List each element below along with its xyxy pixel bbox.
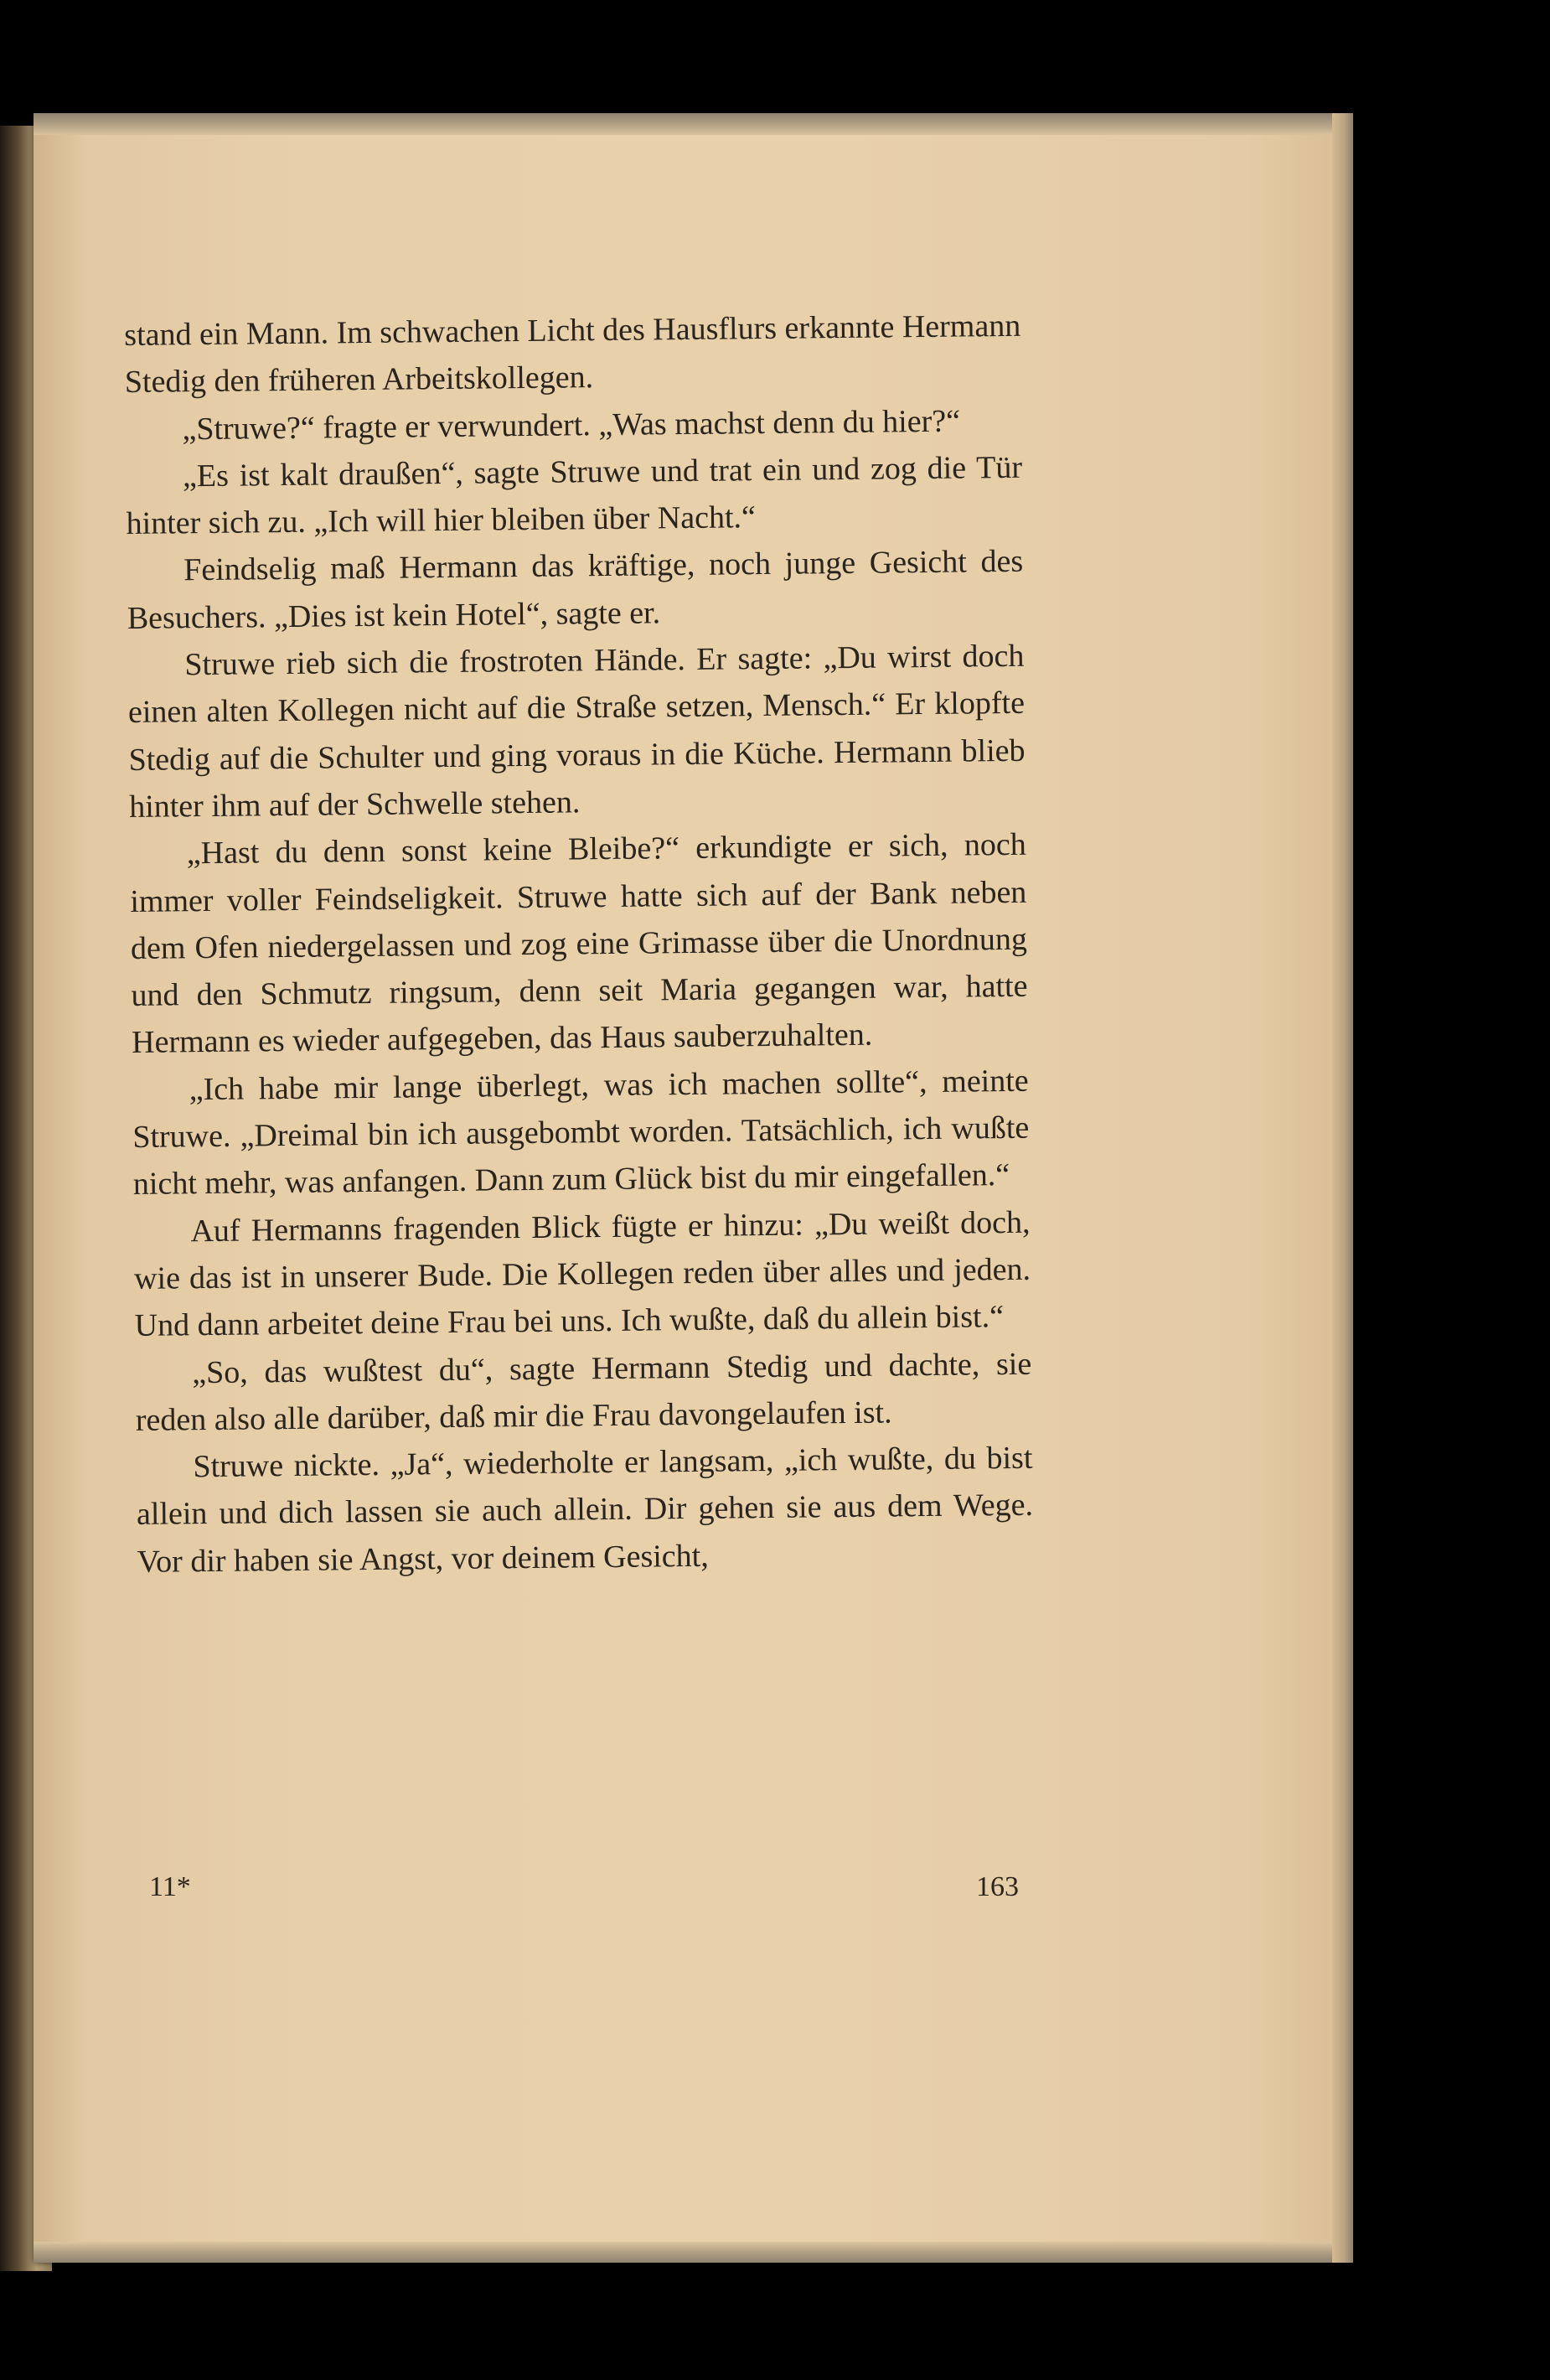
paragraph: „Struwe?“ fragte er verwundert. „Was machst denn du hier?“ <box>182 403 961 447</box>
paragraph: „Ich habe mir lange überlegt, was ich machen sollte“, meinte Struwe. „Dreimal bin ich ausgebombt worden. Tatsächlich, ich wußte nicht mehr, was anfangen. Dann zum Glück bist du mir eingefallen.“ <box>132 1063 1030 1203</box>
paragraph: Feindselig maß Hermann das kräftige, noch junge Gesicht des Besuchers. „Dies ist kein Hotel“, sagte er. <box>127 544 1024 636</box>
signature-mark: 11* <box>149 1871 191 1902</box>
body-text <box>124 303 1034 1586</box>
paragraph: „Es ist kalt draußen“, sagte Struwe und trat ein und zog die Tür hinter sich zu. „Ich will hier bleiben über Nacht.“ <box>126 449 1023 542</box>
paragraph: „So, das wußtest du“, sagte Hermann Stedig und dachte, sie reden also alle darüber, daß mir die Frau davongelaufen ist. <box>135 1346 1032 1438</box>
page-right-edge <box>1332 113 1353 2263</box>
paragraph: Auf Hermanns fragenden Blick fügte er hinzu: „Du weißt doch, wie das ist in unserer Bude. Die Kollegen reden über alles und jeden. Und dann arbeitet deine Frau bei uns. Ich wußte, daß du allein bist.“ <box>133 1204 1031 1344</box>
paragraph: stand ein Mann. Im schwachen Licht des Hausflurs erkannte Hermann Stedig den früheren Arbeitskollegen. <box>124 308 1021 401</box>
page-number: 163 <box>976 1871 1019 1902</box>
page-bottom-edge <box>34 2242 1353 2263</box>
paragraph: „Hast du denn sonst keine Bleibe?“ erkundigte er sich, noch immer voller Feindseligkeit. Struwe hatte sich auf der Bank neben dem Ofen niedergelassen und zog eine Grimasse über die Unordnung und den Schmutz ringsum, denn seit Maria gegangen war, hatte Hermann es wieder aufgegeben, das Haus sauberzuhalten. <box>130 827 1028 1061</box>
paragraph: Struwe nickte. „Ja“, wiederholte er langsam, „ich wußte, du bist allein und dich lassen sie auch allein. Dir gehen sie aus dem Wege. Vor dir haben sie Angst, vor deinem Gesicht, <box>136 1440 1034 1580</box>
page-top-edge <box>34 113 1353 135</box>
paragraph: Struwe rieb sich die frostroten Hände. Er sagte: „Du wirst doch einen alten Kollegen nicht auf die Straße setzen, Mensch.“ Er klopfte Stedig auf die Schulter und ging voraus in die Küche. Hermann blieb hinter ihm auf der Schwelle stehen. <box>127 638 1026 825</box>
